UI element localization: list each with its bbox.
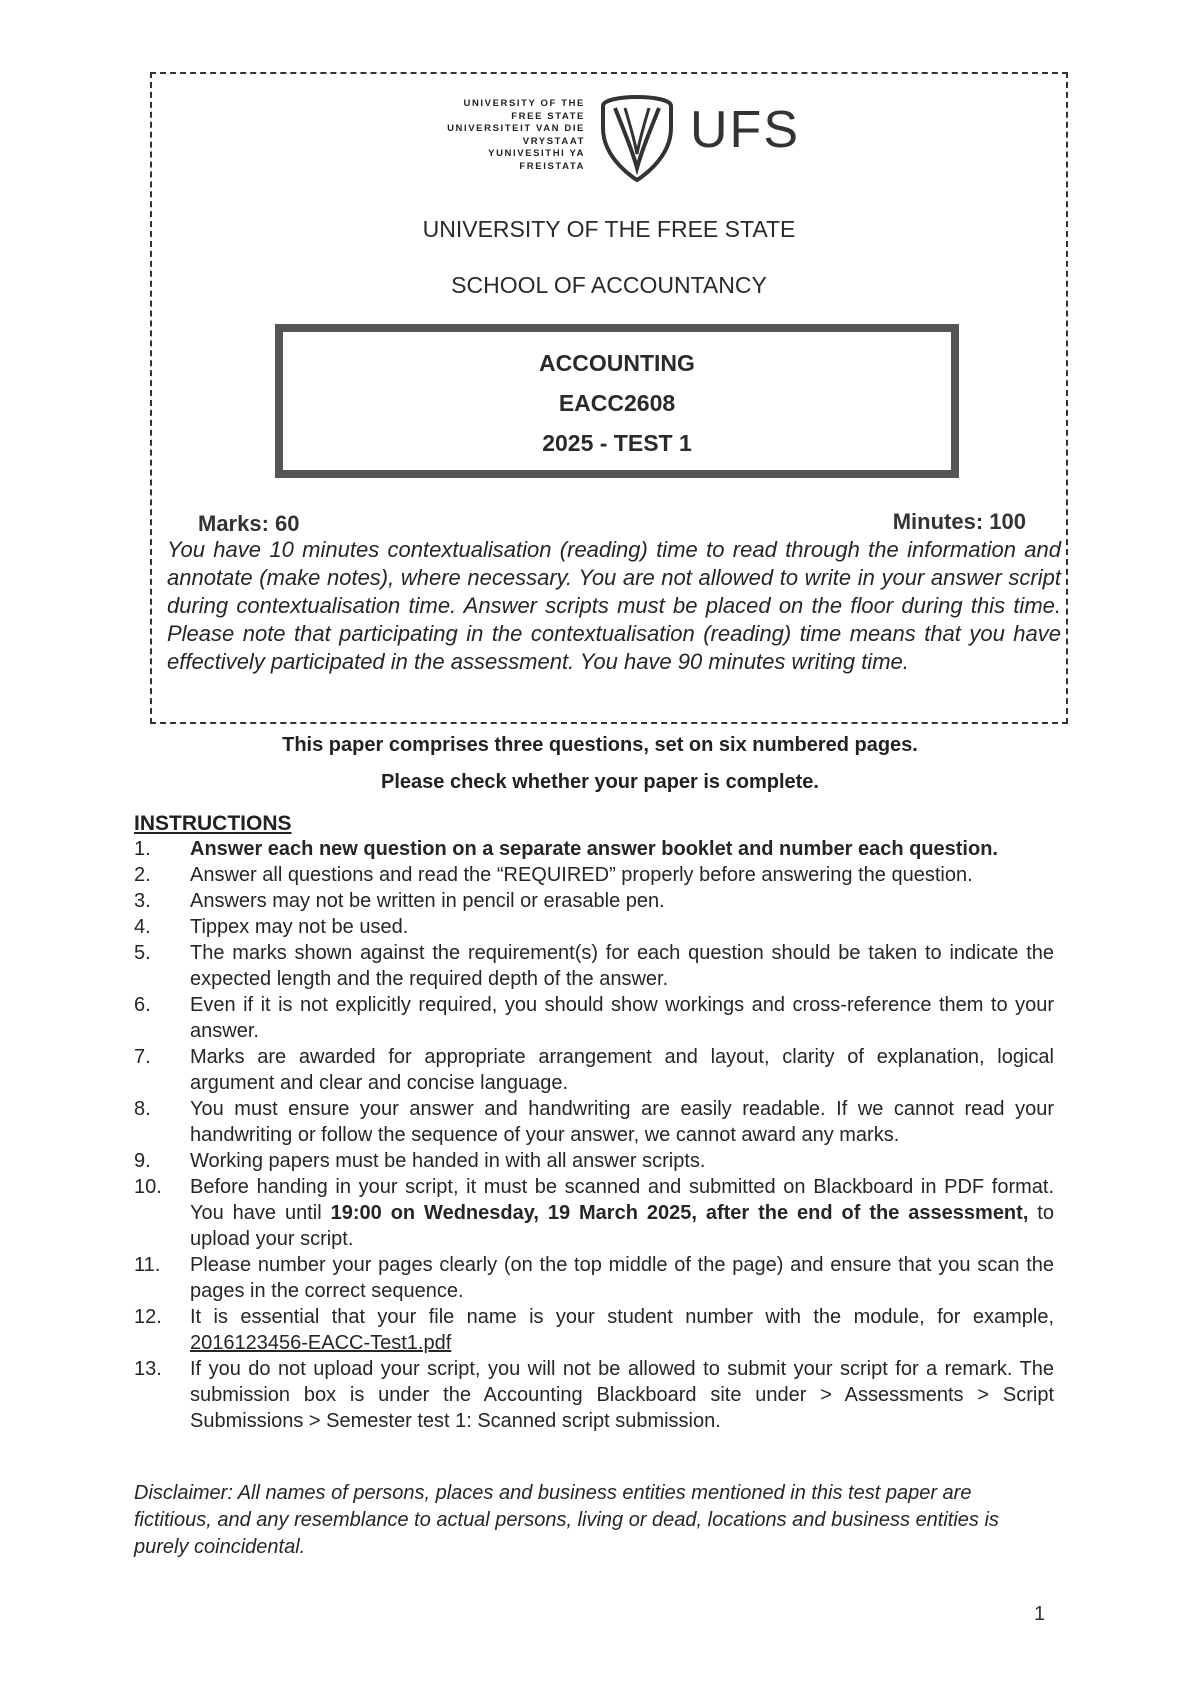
instruction-number: 10.	[134, 1176, 162, 1198]
paper-composition-note: This paper comprises three questions, set on six numbered pages.	[282, 734, 918, 756]
instruction-number: 5.	[134, 942, 151, 964]
instruction-text: Working papers must be handed in with all answer scripts.	[190, 1150, 706, 1172]
instruction-number: 12.	[134, 1306, 162, 1328]
contextualisation-notice: You have 10 minutes contextualisation (reading) time to read through the information and annotate (make notes), where necessary. You are not allowed to write in your answer script during contextualisation time. Answer scripts must be placed on the floor during this time. Please note that participating in the contextualisation (reading) time means that you have effectively participated in the assessment. You have 90 minutes writing time.	[167, 537, 1061, 674]
logo-line: FREE STATE	[511, 110, 585, 122]
instruction-item	[134, 836, 1054, 862]
instruction-text: You must ensure your answer and handwriting are easily readable. If we cannot read your handwriting or follow the sequence of your answer, we cannot award any marks.	[190, 1098, 1054, 1146]
instruction-number: 4.	[134, 916, 151, 938]
total-marks: Marks: 60	[198, 511, 300, 536]
logo-line: UNIVERSITY OF THE	[463, 98, 585, 109]
instruction-text: The marks shown against the requirement(s) for each question should be taken to indicate the expected length and the required depth of the answer.	[190, 942, 1054, 990]
instruction-item	[134, 940, 1054, 992]
instruction-item	[134, 1356, 1054, 1434]
disclaimer: Disclaimer: All names of persons, places and business entities mentioned in this test paper are fictitious, and any resemblance to actual persons, living or dead, locations and business entities is purely coincidental.	[134, 1482, 999, 1558]
instruction-text: Marks are awarded for appropriate arrangement and layout, clarity of explanation, logical argument and clear and concise language.	[190, 1046, 1054, 1094]
instruction-number: 2.	[134, 864, 151, 886]
university-name: UNIVERSITY OF THE FREE STATE	[422, 216, 796, 242]
submission-deadline: 19:00 on Wednesday, 19 March 2025, after the end of the assessment,	[330, 1202, 1029, 1224]
course-code: EACC2608	[558, 390, 676, 416]
instruction-item	[134, 1174, 1054, 1252]
instruction-number: 9.	[134, 1150, 151, 1172]
instruction-text: Tippex may not be used.	[190, 916, 409, 938]
logo-line: YUNIVESITHI YA	[488, 148, 585, 159]
instruction-number: 7.	[134, 1046, 151, 1068]
instructions-list	[134, 836, 1054, 1434]
instruction-text: Before handing in your script, it must be scanned and submitted on Blackboard in PDF format. You have until	[190, 1176, 1054, 1224]
instruction-number: 6.	[134, 994, 151, 1016]
instruction-text: Even if it is not explicitly required, you should show workings and cross-reference them to your answer.	[190, 994, 1054, 1042]
instruction-number: 1.	[134, 838, 151, 860]
school-name: SCHOOL OF ACCOUNTANCY	[451, 272, 767, 298]
total-minutes: Minutes: 100	[892, 509, 1026, 534]
instruction-text: If you do not upload your script, you will not be allowed to submit your script for a remark. The submission box is under the Accounting Blackboard site under > Assessments > Script Submissions > Semester test 1: Scanned script submission.	[190, 1358, 1054, 1432]
ufs-emblem-icon	[595, 88, 679, 188]
instruction-item	[134, 1096, 1054, 1148]
logo-line: VRYSTAAT	[522, 135, 585, 147]
instruction-item	[134, 1044, 1054, 1096]
course-info-box	[275, 324, 959, 478]
instruction-text: It is essential that your file name is your student number with the module, for example,	[190, 1306, 1054, 1328]
instruction-item	[134, 1304, 1054, 1356]
instruction-number: 8.	[134, 1098, 151, 1120]
logo-text-lines	[415, 98, 585, 173]
instruction-text: Answer each new question on a separate answer booklet and number each question.	[190, 838, 998, 860]
instruction-number: 3.	[134, 890, 151, 912]
logo-wordmark: UFS	[690, 101, 800, 159]
instruction-text: Please number your pages clearly (on the top middle of the page) and ensure that you scan the pages in the correct sequence.	[190, 1254, 1054, 1302]
instruction-item	[134, 992, 1054, 1044]
instruction-text: Answer all questions and read the “REQUIRED” properly before answering the question.	[190, 864, 973, 886]
instruction-text: to upload your script.	[190, 1202, 1054, 1250]
instruction-item	[134, 1252, 1054, 1304]
instruction-text: Answers may not be written in pencil or erasable pen.	[190, 890, 665, 912]
instructions-heading: INSTRUCTIONS	[134, 812, 292, 835]
instruction-item	[134, 1148, 1054, 1174]
example-filename: 2016123456-EACC-Test1.pdf	[190, 1332, 452, 1354]
completeness-check-note: Please check whether your paper is complete.	[381, 771, 819, 793]
instruction-number: 11.	[134, 1254, 161, 1276]
logo-line: UNIVERSITEIT VAN DIE	[447, 123, 585, 134]
instruction-item	[134, 888, 1054, 914]
assessment-name: 2025 - TEST 1	[542, 430, 692, 456]
course-subject: ACCOUNTING	[539, 350, 695, 376]
instruction-item	[134, 862, 1054, 888]
university-logo	[415, 88, 815, 188]
page-number: 1	[1034, 1603, 1046, 1625]
instruction-item	[134, 914, 1054, 940]
logo-line: FREISTATA	[519, 160, 585, 172]
instruction-number: 13.	[134, 1358, 162, 1380]
